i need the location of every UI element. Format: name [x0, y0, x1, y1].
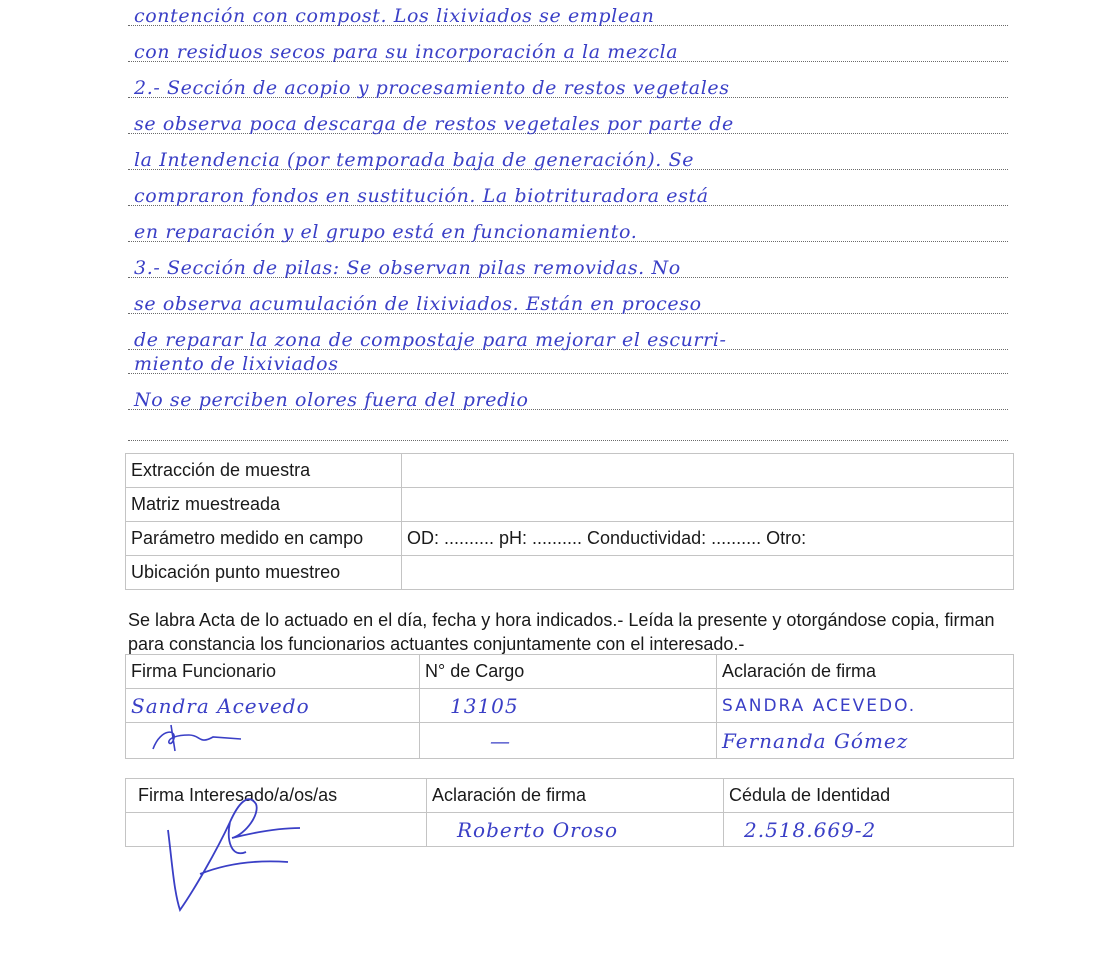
- officials-header-signature: Firma Funcionario: [126, 655, 420, 689]
- narrative-line: [128, 21, 1008, 62]
- table-row: [126, 689, 1014, 723]
- official-signature: [126, 723, 420, 759]
- narrative-text: de reparar la zona de compostaje para mejorar el escurri-: [134, 329, 727, 351]
- official-cargo: —: [420, 723, 717, 759]
- matrix-value: [402, 488, 1014, 522]
- official-clarification: SANDRA ACEVEDO.: [717, 689, 1014, 723]
- narrative-text: se observa poca descarga de restos vegetales por parte de: [134, 113, 734, 135]
- officials-table: [125, 654, 1014, 759]
- officials-header-clarification: Aclaración de firma: [717, 655, 1014, 689]
- narrative-line: [128, 165, 1008, 206]
- official-clarification: Fernanda Gómez: [717, 723, 1014, 759]
- narrative-text: contención con compost. Los lixiviados se emplean: [134, 5, 655, 27]
- interested-id-number: 2.518.669-2: [724, 813, 1014, 847]
- narrative-line: [128, 129, 1008, 170]
- official-signature-scribble: [131, 723, 251, 753]
- interested-clarification: Roberto Oroso: [427, 813, 724, 847]
- narrative-text: compraron fondos en sustitución. La biotrituradora está: [134, 185, 709, 207]
- table-row: [126, 454, 1014, 488]
- narrative-text: 2.- Sección de acopio y procesamiento de restos vegetales: [134, 77, 730, 99]
- table-row: [126, 488, 1014, 522]
- matrix-label: Matriz muestreada: [126, 488, 402, 522]
- closing-paragraph: Se labra Acta de lo actuado en el día, fecha y hora indicados.- Leída la presente y otorgándose copia, firman para constancia los funcionarios actuantes conjuntamente con el interesado.-: [128, 610, 995, 654]
- narrative-line: [128, 400, 1008, 441]
- officials-header-cargo: N° de Cargo: [420, 655, 717, 689]
- narrative-line: [128, 57, 1008, 98]
- table-row: [126, 556, 1014, 590]
- narrative-line: [128, 237, 1008, 278]
- narrative-line: [128, 273, 1008, 314]
- table-row: [126, 655, 1014, 689]
- narrative-text: con residuos secos para su incorporación a la mezcla: [134, 41, 679, 63]
- field-param-label: Parámetro medido en campo: [126, 522, 402, 556]
- interested-signature-scribble: [160, 782, 310, 917]
- narrative-text: se observa acumulación de lixiviados. Están en proceso: [134, 293, 702, 315]
- narrative-line: [128, 93, 1008, 134]
- interested-header-signature: Firma Interesado/a/os/as: [126, 779, 427, 813]
- table-row: [126, 723, 1014, 759]
- narrative-text: miento de lixiviados: [134, 353, 339, 375]
- narrative-text: No se perciben olores fuera del predio: [134, 389, 529, 411]
- extraction-value: [402, 454, 1014, 488]
- narrative-text: la Intendencia (por temporada baja de generación). Se: [134, 149, 695, 171]
- field-param-value: OD: .......... pH: .......... Conductividad: .......... Otro:: [402, 522, 1014, 556]
- location-value: [402, 556, 1014, 590]
- official-signature: Sandra Acevedo: [126, 689, 420, 723]
- interested-header-id: Cédula de Identidad: [724, 779, 1014, 813]
- narrative-line: [128, 201, 1008, 242]
- interested-header-clarification: Aclaración de firma: [427, 779, 724, 813]
- location-label: Ubicación punto muestreo: [126, 556, 402, 590]
- sampling-table: [125, 453, 1014, 590]
- narrative-text: 3.- Sección de pilas: Se observan pilas removidas. No: [134, 257, 681, 279]
- narrative-line: [128, 333, 1008, 374]
- narrative-text: en reparación y el grupo está en funcionamiento.: [134, 221, 638, 243]
- extraction-label: Extracción de muestra: [126, 454, 402, 488]
- table-row: [126, 522, 1014, 556]
- official-cargo: 13105: [420, 689, 717, 723]
